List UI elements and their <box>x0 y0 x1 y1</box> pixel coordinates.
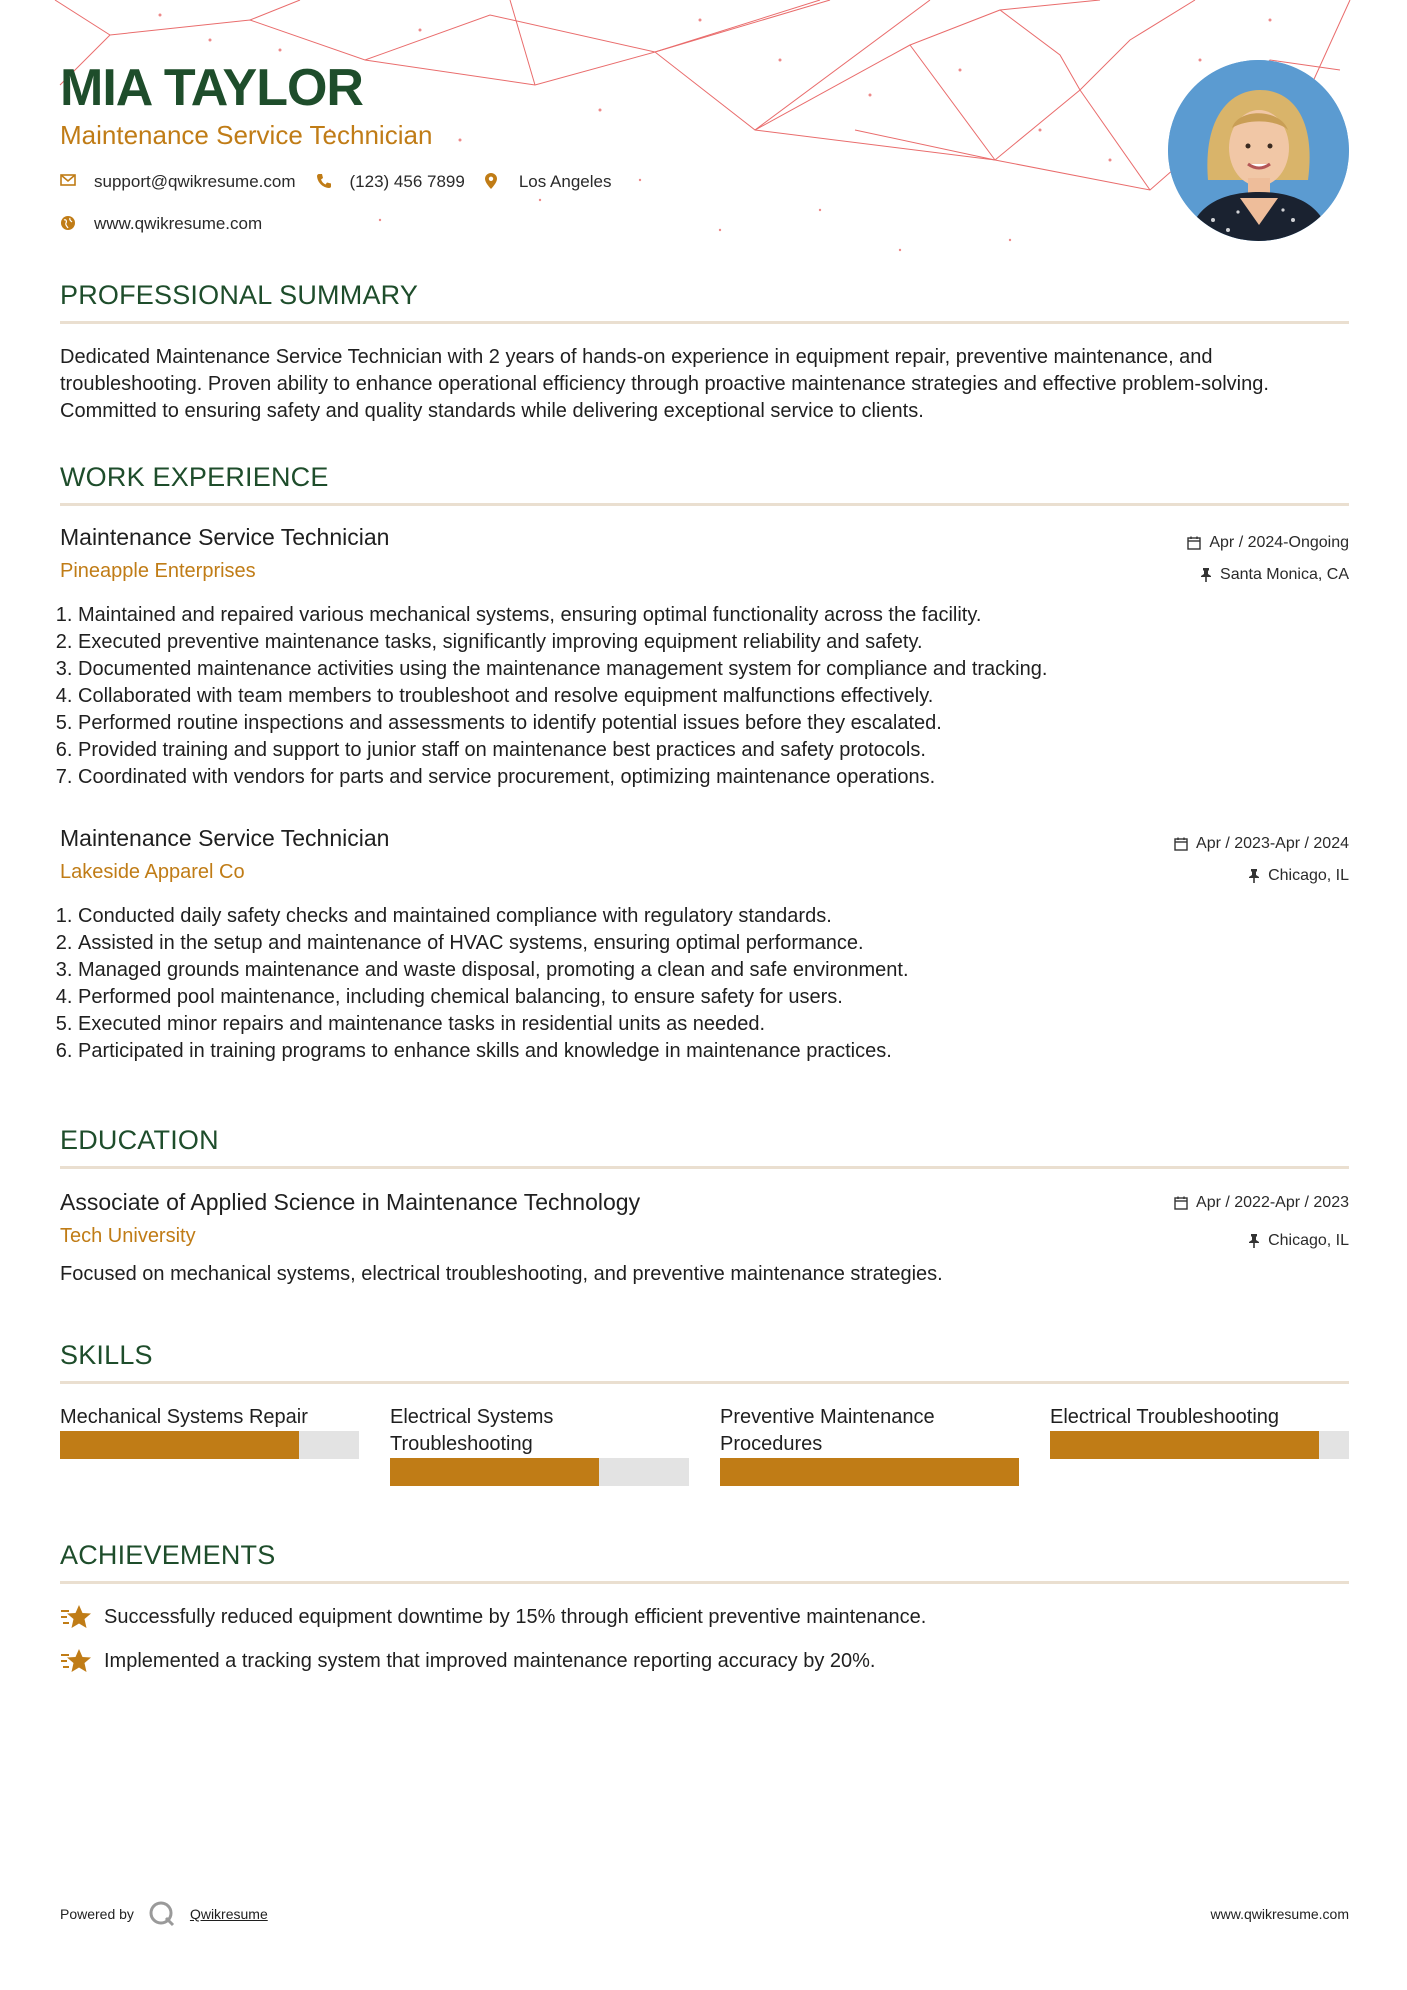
job-title: Maintenance Service Technician <box>60 825 390 851</box>
contact-website[interactable] <box>60 214 262 234</box>
list-item: 6. Provided training and support to junior staff on maintenance best practices and safety protocols. <box>78 737 1047 764</box>
list-item: 5. Performed routine inspections and assessments to identify potential issues before they escalated. <box>78 710 1047 737</box>
star-award-icon <box>60 1646 92 1676</box>
section-divider <box>60 503 1349 506</box>
education-section <box>60 1125 1349 1169</box>
phone-icon <box>316 173 334 191</box>
section-divider <box>60 1581 1349 1584</box>
contact-email[interactable] <box>60 172 296 192</box>
skill-level-fill <box>60 1431 299 1459</box>
skill-level-bar <box>720 1458 1019 1486</box>
skill-level-bar <box>1050 1431 1349 1459</box>
section-divider <box>60 321 1349 324</box>
achievements-section <box>60 1540 1349 1676</box>
skill-name: Mechanical Systems Repair <box>60 1406 308 1428</box>
phone-text[interactable]: (123) 456 7899 <box>349 172 465 191</box>
list-item: 1. Conducted daily safety checks and maintained compliance with regulatory standards. <box>78 903 909 930</box>
education-entry <box>60 1189 1349 1285</box>
job-dates: Apr / 2024-Ongoing <box>1187 527 1349 559</box>
list-item: 4. Performed pool maintenance, including chemical balancing, to ensure safety for users. <box>78 984 909 1011</box>
job-meta <box>1187 527 1349 591</box>
candidate-name: MIA TAYLOR <box>60 59 363 117</box>
candidate-title: Maintenance Service Technician <box>60 120 433 150</box>
skills-section <box>60 1340 1349 1486</box>
section-divider <box>60 1381 1349 1384</box>
calendar-icon <box>1187 536 1201 550</box>
education-dates: Apr / 2022-Apr / 2023 <box>1174 1187 1349 1219</box>
list-item: 3. Documented maintenance activities using the maintenance management system for compliance and tracking. <box>78 656 1047 683</box>
achievement-text: Successfully reduced equipment downtime by 15% through efficient preventive maintenance. <box>104 1605 927 1628</box>
skill-item <box>60 1404 359 1486</box>
education-location: Chicago, IL <box>1174 1225 1349 1257</box>
job-dates: Apr / 2023-Apr / 2024 <box>1174 828 1349 860</box>
summary-heading: PROFESSIONAL SUMMARY <box>60 280 419 310</box>
list-item: 2. Executed preventive maintenance tasks, significantly improving equipment reliability and safety. <box>78 629 1047 656</box>
pin-icon <box>1200 568 1212 582</box>
list-item: 5. Executed minor repairs and maintenance tasks in residential units as needed. <box>78 1011 909 1038</box>
achievements-heading: ACHIEVEMENTS <box>60 1540 276 1570</box>
achievement-item <box>60 1602 1349 1632</box>
skill-level-bar <box>60 1431 359 1459</box>
job-company: Pineapple Enterprises <box>60 560 256 582</box>
list-item: 6. Participated in training programs to enhance skills and knowledge in maintenance practices. <box>78 1038 909 1065</box>
skill-item <box>720 1404 1019 1486</box>
website-text[interactable]: www.qwikresume.com <box>94 214 263 233</box>
skills-heading: SKILLS <box>60 1340 153 1370</box>
skill-level-fill <box>390 1458 599 1486</box>
contact-phone[interactable] <box>316 172 465 192</box>
experience-section <box>60 462 1349 506</box>
map-pin-icon <box>485 173 503 191</box>
skill-level-bar <box>390 1458 689 1486</box>
summary-text: Dedicated Maintenance Service Technician with 2 years of hands-on experience in equipment repair, preventive maintenance, and troubleshooting. Proven ability to enhance operational efficiency through proactive maintenance strategies and effective problem-solving. Committed to ensuring safety and quality standards while delivering exceptional service to clients. <box>60 346 1269 422</box>
school-name: Tech University <box>60 1225 196 1247</box>
education-heading: EDUCATION <box>60 1125 219 1155</box>
calendar-icon <box>1174 1196 1188 1210</box>
education-description: Focused on mechanical systems, electrical troubleshooting, and preventive maintenance strategies. <box>60 1263 943 1285</box>
job-location: Chicago, IL <box>1174 860 1349 892</box>
footer-branding <box>60 1900 268 1928</box>
profile-photo <box>1168 60 1349 241</box>
location-text: Los Angeles <box>518 172 612 191</box>
job-entry <box>60 825 1349 1062</box>
degree-title: Associate of Applied Science in Maintenance Technology <box>60 1189 641 1215</box>
job-company: Lakeside Apparel Co <box>60 861 245 883</box>
globe-icon <box>60 215 78 233</box>
achievement-text: Implemented a tracking system that improved maintenance reporting accuracy by 20%. <box>104 1649 876 1672</box>
job-title: Maintenance Service Technician <box>60 524 390 550</box>
skill-name: Preventive Maintenance Procedures <box>720 1406 935 1455</box>
email-text[interactable]: support@qwikresume.com <box>94 172 296 191</box>
pin-icon <box>1248 869 1260 883</box>
footer-url[interactable]: www.qwikresume.com <box>1210 1906 1349 1922</box>
summary-section <box>60 280 1349 425</box>
list-item: 7. Coordinated with vendors for parts and service procurement, optimizing maintenance operations. <box>78 764 1047 791</box>
skill-item <box>390 1404 689 1486</box>
star-award-icon <box>60 1602 92 1632</box>
brand-link[interactable]: Qwikresume <box>189 1906 268 1922</box>
contact-location <box>485 172 612 192</box>
envelope-icon <box>60 173 78 191</box>
list-item: 4. Collaborated with team members to troubleshoot and resolve equipment malfunctions effectively. <box>78 683 1047 710</box>
achievement-item <box>60 1646 1349 1676</box>
job-location: Santa Monica, CA <box>1187 559 1349 591</box>
calendar-icon <box>1174 837 1188 851</box>
education-meta <box>1174 1187 1349 1257</box>
skill-name: Electrical Troubleshooting <box>1050 1406 1280 1428</box>
list-item: 1. Maintained and repaired various mechanical systems, ensuring optimal functionality across the facility. <box>78 602 1047 629</box>
pin-icon <box>1248 1234 1260 1248</box>
experience-heading: WORK EXPERIENCE <box>60 462 329 492</box>
contact-row-1 <box>60 172 631 192</box>
skills-list <box>60 1404 1349 1486</box>
skill-item <box>1050 1404 1349 1486</box>
section-divider <box>60 1166 1349 1169</box>
list-item: 3. Managed grounds maintenance and waste disposal, promoting a clean and safe environment. <box>78 957 909 984</box>
powered-by-label: Powered by <box>60 1906 134 1922</box>
contact-row-2 <box>60 214 282 234</box>
job-meta <box>1174 828 1349 892</box>
skill-level-fill <box>720 1458 1019 1486</box>
job-bullets <box>60 903 909 1065</box>
job-entry <box>60 524 1349 788</box>
skill-level-fill <box>1050 1431 1319 1459</box>
job-bullets <box>60 602 1047 791</box>
qwikresume-logo-icon <box>148 1900 176 1928</box>
skill-name: Electrical Systems Troubleshooting <box>390 1406 554 1455</box>
list-item: 2. Assisted in the setup and maintenance of HVAC systems, ensuring optimal performance. <box>78 930 909 957</box>
